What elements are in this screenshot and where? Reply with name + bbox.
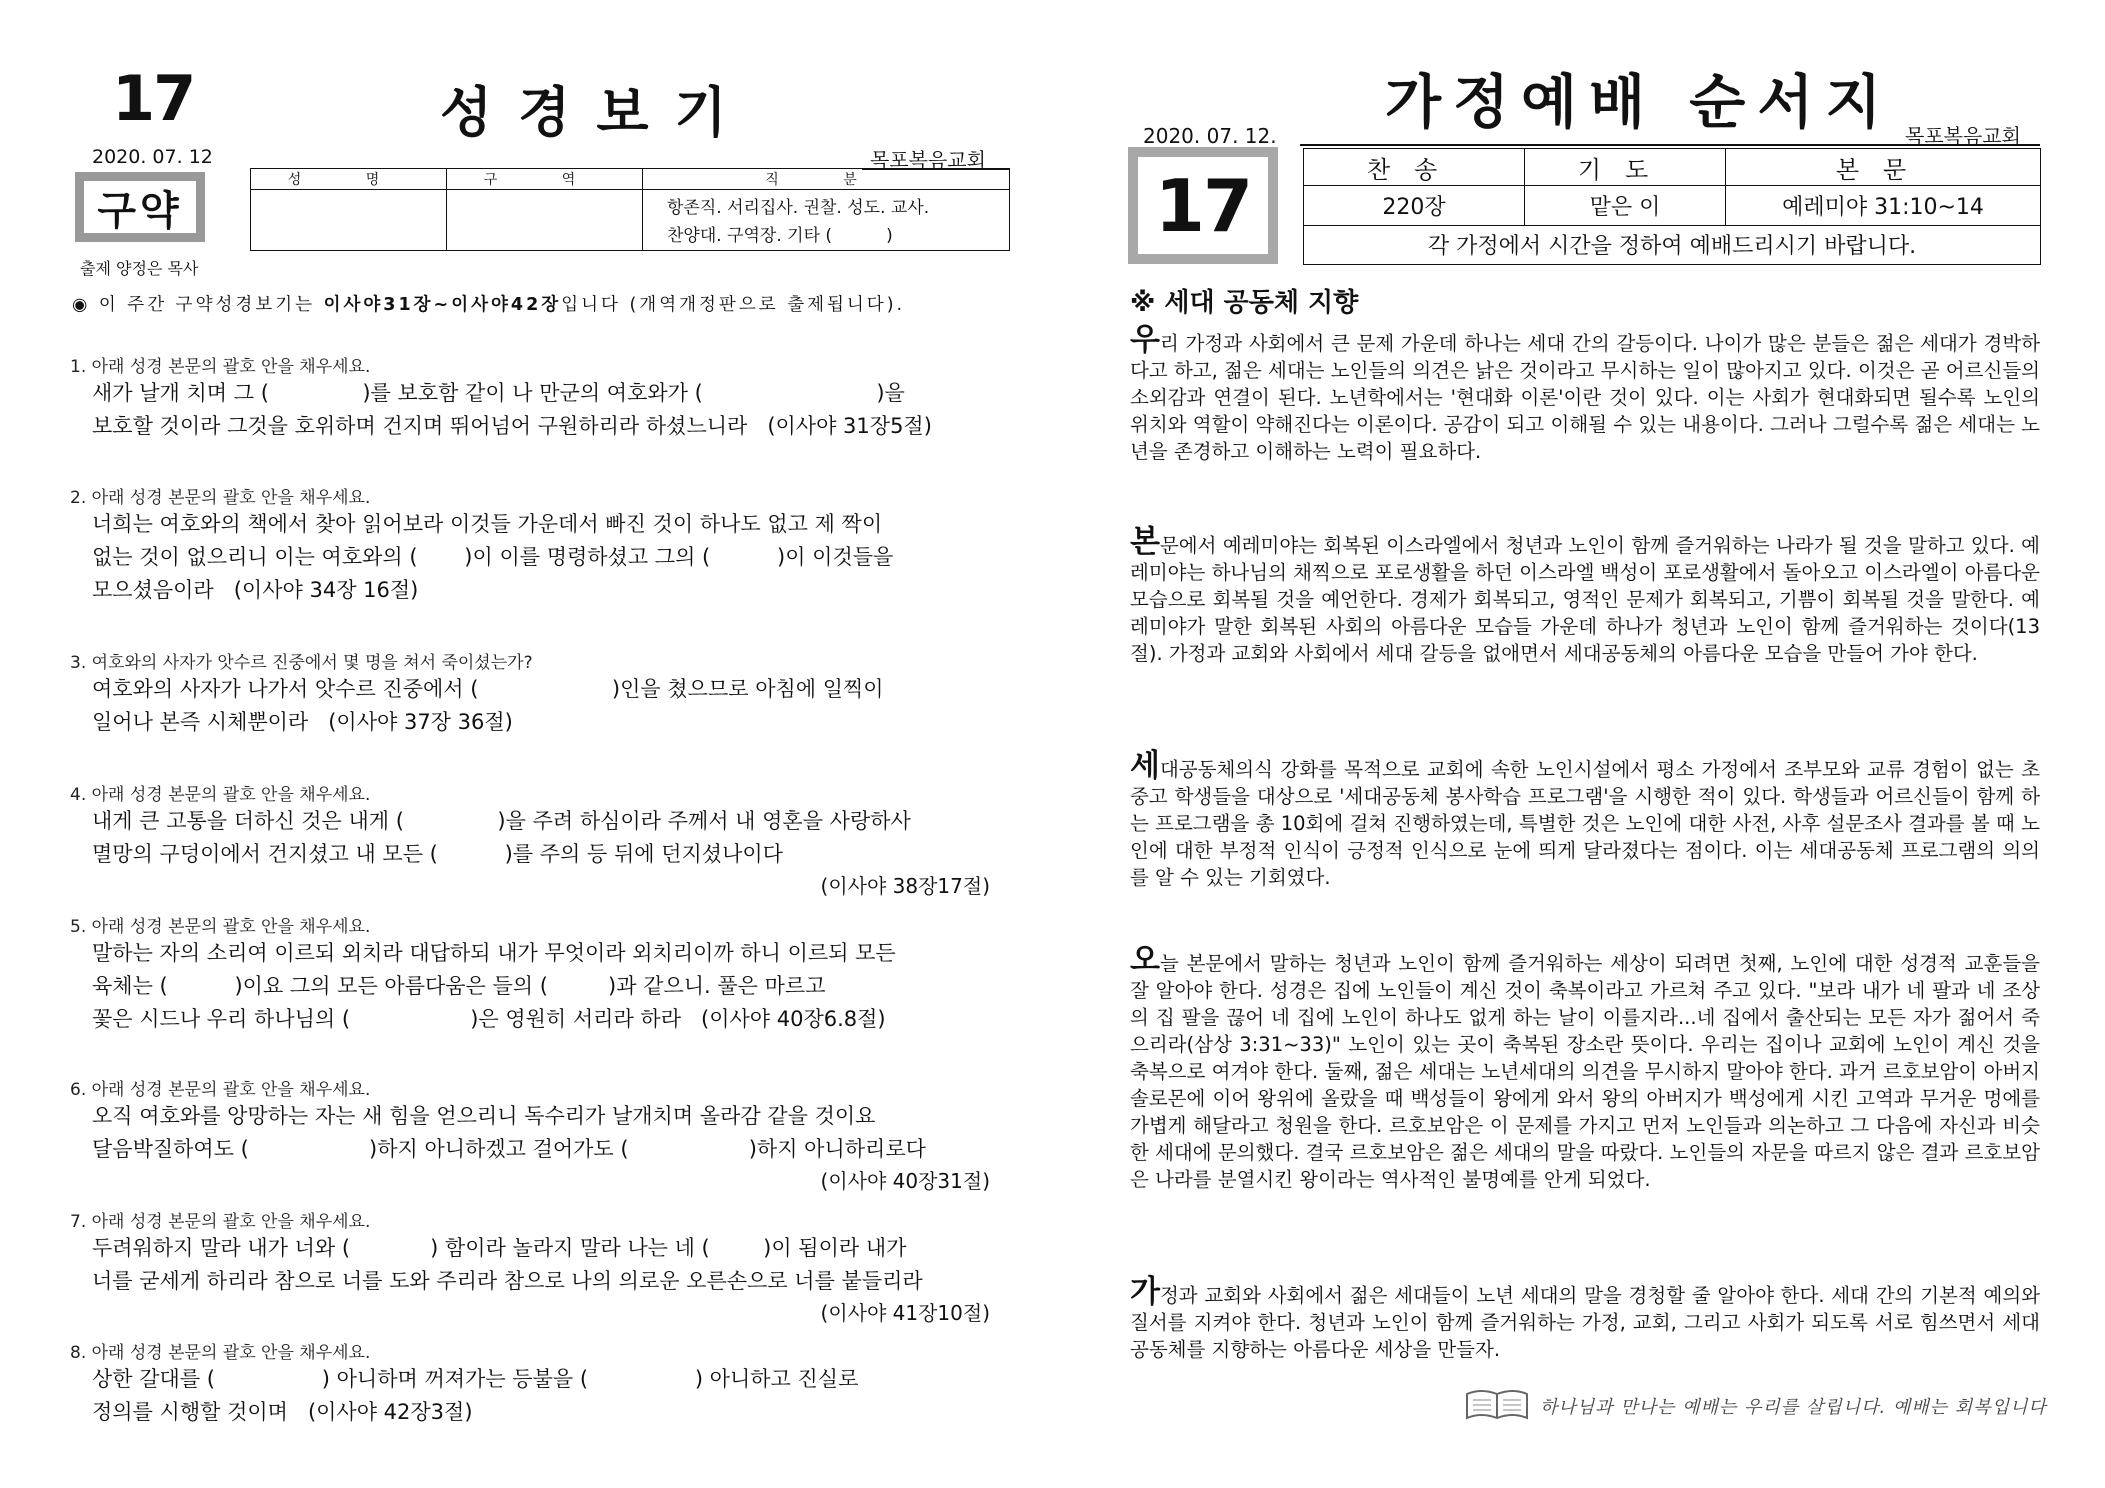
footer-slogan: 하나님과 만나는 예배는 우리를 살립니다. 예배는 회복입니다 <box>1540 1397 2047 1418</box>
header-prayer: 기도 <box>1525 149 1726 186</box>
question-line: 상한 갈대를 ( ) 아니하며 꺼져가는 등불을 ( ) 아니하고 진실로 <box>92 1367 859 1391</box>
question-reference: (이사야 38장17절) <box>820 874 990 898</box>
question-title: 5. 아래 성경 본문의 괄호 안을 채우세요. <box>70 917 371 937</box>
question-line: 육체는 ( )이요 그의 모든 아름다움은 들의 ( )과 같으니. 풀은 마르고 <box>92 974 826 998</box>
position-options[interactable] <box>643 190 1010 251</box>
prayer-value: 맡은 이 <box>1525 186 1726 225</box>
question-8 <box>70 1338 1000 1429</box>
scripture-value: 예레미야 31:10~14 <box>1726 186 2041 225</box>
header-scripture: 본문 <box>1726 149 2041 186</box>
question-title: 1. 아래 성경 본문의 괄호 안을 채우세요. <box>70 357 371 377</box>
name-field[interactable] <box>251 190 447 251</box>
question-7 <box>70 1207 1000 1328</box>
question-title: 3. 여호와의 사자가 앗수르 진중에서 몇 명을 쳐서 죽이셨는가? <box>70 653 533 673</box>
issue-number-box: 17 <box>1128 147 1278 264</box>
question-line: 정의를 시행할 것이며 (이사야 42장3절) <box>92 1400 473 1424</box>
question-line: 새가 날개 치며 그 ( )를 보호함 같이 나 만군의 여호와가 ( )을 <box>92 381 905 405</box>
header-name: 성 명 <box>251 169 447 190</box>
header-district: 구 역 <box>447 169 643 190</box>
question-line: 오직 여호와를 앙망하는 자는 새 힘을 얻으리니 독수리가 날개치며 올라감 같을 것이요 <box>92 1104 876 1128</box>
drop-cap: 우 <box>1130 322 1160 358</box>
question-reference: (이사야 41장10절) <box>820 1301 990 1325</box>
question-title: 6. 아래 성경 본문의 괄호 안을 채우세요. <box>70 1080 371 1100</box>
date-left: 2020. 07. 12 <box>92 146 213 168</box>
question-title: 8. 아래 성경 본문의 괄호 안을 채우세요. <box>70 1343 371 1363</box>
district-field[interactable] <box>447 190 643 251</box>
position-line-1: 항존직. 서리집사. 권찰. 성도. 교사. <box>667 198 930 218</box>
drop-cap: 세 <box>1130 748 1160 784</box>
header-hymn: 찬송 <box>1304 149 1525 186</box>
question-line: 내게 큰 고통을 더하신 것은 내게 ( )을 주려 하심이라 주께서 내 영혼을 사랑하사 <box>92 809 911 833</box>
question-line: 보호할 것이라 그것을 호위하며 건지며 뛰어넘어 구원하리라 하셨느니라 (이사야 31장5절) <box>92 414 932 438</box>
paragraph <box>1130 748 2040 891</box>
header-position: 직 분 <box>643 169 1010 190</box>
author-line: 출제 양정은 목사 <box>80 259 199 278</box>
question-line: 여호와의 사자가 나가서 앗수르 진중에서 ( )인을 쳤으므로 아침에 일찍이 <box>92 677 884 701</box>
drop-cap: 가 <box>1130 1274 1160 1310</box>
section-label: 구약 <box>75 172 205 242</box>
page-number-left: 17 <box>112 62 195 135</box>
question-5 <box>70 912 1000 1036</box>
paragraph-text: 리 가정과 사회에서 큰 문제 가운데 하나는 세대 간의 갈등이다. 나이가 많은 분들은 젊은 세대가 경박하다고 하고, 젊은 세대는 노인들의 의견은 낡은 것이라고 무시하는 일이 많아지고 있다. 이것은 곧 어르신들의 소외감과 연결이 된다. 노년학에서는 '현대화 이론'이란 것이 있다. 이는 사회가 현대화되면 될수록 노인의 위치와 역할이 약해진다는 이론이다. 공감이 되고 이해될 수 있는 내용이다. 그러나 그럴수록 젊은 세대는 노년을 존경하고 이해하는 노력이 필요하다. <box>1130 332 2040 463</box>
question-line: 모으셨음이라 (이사야 34장 16절) <box>92 578 419 602</box>
paragraph-text: 대공동체의식 강화를 목적으로 교회에 속한 노인시설에서 평소 가정에서 조부모와 교류 경험이 없는 초중고 학생들을 대상으로 '세대공동체 봉사학습 프로그램'을 시행한 적이 있다. 학생들과 어르신들이 함께 하는 프로그램을 총 10회에 걸쳐 진행하였는데, 특별한 것은 노인에 대한 사전, 사후 설문조사 결과를 볼 때 노인에 대한 부정적 인식이 긍정적 인식으로 눈에 띄게 달라졌다는 점이다. 이는 세대공동체 프로그램의 의의를 알 수 있는 기회였다. <box>1130 758 2040 889</box>
sermon-title: ※ 세대 공동체 지향 <box>1130 288 1359 318</box>
question-title: 7. 아래 성경 본문의 괄호 안을 채우세요. <box>70 1212 371 1232</box>
notice-range: 이사야31장~이사야42장 <box>323 295 562 315</box>
notice-post: 입니다 (개역개정판으로 출제됩니다). <box>561 295 906 315</box>
question-line: 꽃은 시드나 우리 하나님의 ( )은 영원히 서리라 하라 (이사야 40장6.8절) <box>92 1007 886 1031</box>
paragraph-text: 늘 본문에서 말하는 청년과 노인이 함께 즐거워하는 세상이 되려면 첫째, 노인에 대한 성경적 교훈들을 잘 알아야 한다. 성경은 집에 노인들이 계신 것이 축복이라고 가르쳐 주고 있다. "보라 내가 네 팔과 네 조상의 집 팔을 끊어 네 집에 노인이 하나도 없게 하는 날이 이를지라...네 집에서 출산되는 모든 자가 젊어서 죽으리라(삼상 3:31~33)" 노인이 있는 곳이 축복된 장소란 뜻이다. 우리는 집이나 교회에 노인이 계신 것을 축복으로 여겨야 한다. 둘째, 젊은 세대는 노년세대의 의견을 무시하지 말아야 한다. 과거 르호보암이 아버지 솔로몬에 이어 왕위에 올랐을 때 백성들이 왕에게 와서 왕의 아버지가 백성에게 시킨 고역과 무거운 멍에를 가볍게 해달라고 청원을 한다. 르호보암은 이 문제를 가지고 먼저 노인들과 의논하고 그 다음에 자신과 비슷한 세대에 문의했다. 결국 르호보암은 젊은 세대의 말을 따랐다. 노인들의 자문을 따르지 않은 결과 르호보암은 나라를 분열시킨 왕이라는 역사적인 불명예를 안게 되었다. <box>1130 952 2040 1191</box>
hymn-value: 220장 <box>1304 186 1525 225</box>
question-line: 너희는 여호와의 책에서 찾아 읽어보라 이것들 가운데서 빠진 것이 하나도 없고 제 짝이 <box>92 512 883 536</box>
question-line: 멸망의 구덩이에서 건지셨고 내 모든 ( )를 주의 등 뒤에 던지셨나이다 <box>92 842 783 866</box>
church-name-left: 목포복음교회 <box>870 148 986 172</box>
question-line: 너를 굳세게 하리라 참으로 너를 도와 주리라 참으로 나의 의로운 오른손으로 너를 붙들리라 <box>92 1269 923 1293</box>
question-title: 2. 아래 성경 본문의 괄호 안을 채우세요. <box>70 488 371 508</box>
paragraph <box>1130 1274 2040 1363</box>
church-name-right: 목포복음교회 <box>1905 124 2021 148</box>
page-title-right: 가정예배 순서지 <box>1385 68 1894 136</box>
worship-note: 각 가정에서 시간을 정하여 예배드리시기 바랍니다. <box>1304 225 2041 264</box>
question-line: 두려워하지 말라 내가 너와 ( ) 함이라 놀라지 말라 나는 네 ( )이 됨이라 내가 <box>92 1236 907 1260</box>
paragraph <box>1130 322 2040 465</box>
info-table <box>250 168 1010 251</box>
page-title-left: 성경보기 <box>440 81 753 144</box>
notice-pre: ◉ 이 주간 구약성경보기는 <box>72 295 324 315</box>
drop-cap: 오 <box>1130 942 1160 978</box>
question-line: 일어나 본즉 시체뿐이라 (이사야 37장 36절) <box>92 710 513 734</box>
date-right: 2020. 07. 12. <box>1143 124 1277 148</box>
question-reference: (이사야 40장31절) <box>820 1169 990 1193</box>
question-line: 말하는 자의 소리여 이르되 외치라 대답하되 내가 무엇이라 외치리이까 하니 이르되 모든 <box>92 941 896 965</box>
question-4 <box>70 780 1000 901</box>
question-title: 4. 아래 성경 본문의 괄호 안을 채우세요. <box>70 785 371 805</box>
paragraph <box>1130 942 2040 1193</box>
notice <box>72 291 905 316</box>
question-2 <box>70 483 1000 607</box>
divider <box>1300 144 2040 146</box>
open-book-icon <box>1465 1388 1529 1426</box>
paragraph-text: 정과 교회와 사회에서 젊은 세대들이 노년 세대의 말을 경청할 줄 알아야 한다. 세대 간의 기본적 예의와 질서를 지켜야 한다. 청년과 노인이 함께 즐거워하는 가정, 교회, 그리고 사회가 되도록 서로 힘쓰면서 세대공동체를 지향하는 아름다운 세상을 만들자. <box>1130 1284 2040 1361</box>
question-line: 없는 것이 없으리니 이는 여호와의 ( )이 이를 명령하셨고 그의 ( )이 이것들을 <box>92 545 894 569</box>
worship-order-table <box>1303 148 2041 265</box>
paragraph-text: 문에서 예레미야는 회복된 이스라엘에서 청년과 노인이 함께 즐거워하는 나라가 될 것을 말하고 있다. 예레미야는 하나님의 채찍으로 포로생활을 하던 이스라엘 백성이 포로생활에서 돌아오고 이스라엘이 아름다운 모습으로 회복될 것을 예언한다. 경제가 회복되고, 영적인 문제가 회복되고, 기쁨이 회복될 것을 말한다. 예레미야가 말한 회복된 사회의 아름다운 모습들 가운데 하나가 청년과 노인이 함께 즐거워하는 것이다(13절). 가정과 교회와 사회에서 세대 갈등을 없애면서 세대공동체의 아름다운 모습을 만들어 가야 한다. <box>1130 534 2040 665</box>
drop-cap: 본 <box>1130 524 1160 560</box>
question-3 <box>70 648 1000 739</box>
question-line: 달음박질하여도 ( )하지 아니하겠고 걸어가도 ( )하지 아니하리로다 <box>92 1137 926 1161</box>
question-1 <box>70 352 1000 443</box>
position-line-2: 찬양대. 구역장. 기타 ( ) <box>667 226 893 246</box>
question-6 <box>70 1075 1000 1196</box>
paragraph <box>1130 524 2040 667</box>
